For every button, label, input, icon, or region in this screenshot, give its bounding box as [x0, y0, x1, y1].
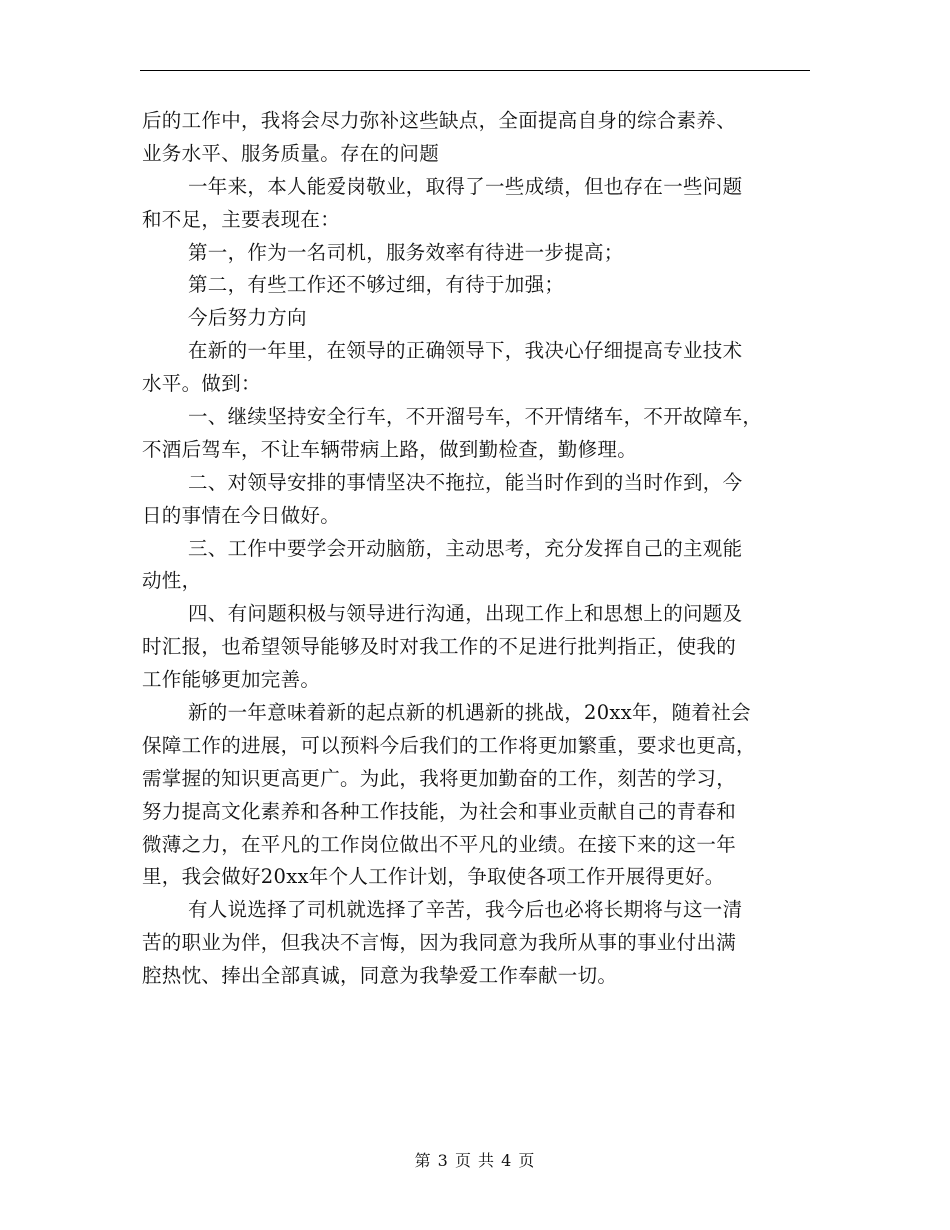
- text-line: 水平。做到：: [142, 372, 261, 396]
- text-line: 日的事情在今日做好。: [142, 503, 341, 527]
- text-line: 腔热忱、捧出全部真诚，同意为我挚爱工作奉献一切。: [142, 964, 618, 988]
- header-rule: [140, 70, 810, 71]
- text-line: 工作能够更加完善。: [142, 668, 321, 692]
- text-line: 今后努力方向: [188, 306, 307, 330]
- text-line: 动性，: [142, 569, 202, 593]
- document-body: [142, 105, 807, 993]
- text-line: 努力提高文化素养和各种工作技能，为社会和事业贡献自己的青春和: [142, 799, 737, 823]
- text-line: 第一，作为一名司机，服务效率有待进一步提高；: [188, 240, 624, 264]
- text-line: 四、有问题积极与领导进行沟通，出现工作上和思想上的问题及: [188, 602, 743, 626]
- text-line: 一年来，本人能爱岗敬业，取得了一些成绩，但也存在一些问题: [188, 174, 743, 198]
- text-line: 里，我会做好20xx年个人工作计划，争取使各项工作开展得更好。: [142, 865, 725, 889]
- text-line: 有人说选择了司机就选择了辛苦，我今后也必将长期将与这一清: [188, 898, 743, 922]
- text-line: 苦的职业为伴，但我决不言悔，因为我同意为我所从事的事业付出满: [142, 931, 737, 955]
- text-line: 微薄之力，在平凡的工作岗位做出不平凡的业绩。在接下来的这一年: [142, 832, 737, 856]
- text-line: 新的一年意味着新的起点新的机遇新的挑战，20xx年，随着社会: [188, 701, 751, 725]
- text-line: 需掌握的知识更高更广。为此，我将更加勤奋的工作，刻苦的学习，: [142, 766, 737, 790]
- text-line: 不酒后驾车，不让车辆带病上路，做到勤检查，勤修理。: [142, 437, 638, 461]
- page-number-footer: 第 3 页 共 4 页: [414, 1151, 536, 1170]
- text-line: 一、继续坚持安全行车，不开溜号车，不开情绪车，不开故障车，: [188, 405, 763, 429]
- text-line: 时汇报，也希望领导能够及时对我工作的不足进行批判指正，使我的: [142, 635, 737, 659]
- text-line: 二、对领导安排的事情坚决不拖拉，能当时作到的当时作到，今: [188, 470, 743, 494]
- text-line: 第二，有些工作还不够过细，有待于加强；: [188, 273, 565, 297]
- text-line: 和不足，主要表现在：: [142, 207, 341, 231]
- text-line: 保障工作的进展，可以预料今后我们的工作将更加繁重，要求也更高，: [142, 733, 756, 757]
- text-line: 三、工作中要学会开动脑筋，主动思考，充分发挥自己的主观能: [188, 536, 743, 560]
- text-line: 业务水平、服务质量。存在的问题: [142, 141, 440, 165]
- text-line: 在新的一年里，在领导的正确领导下，我决心仔细提高专业技术: [188, 339, 743, 363]
- text-line: 后的工作中，我将会尽力弥补这些缺点，全面提高自身的综合素养、: [142, 109, 737, 132]
